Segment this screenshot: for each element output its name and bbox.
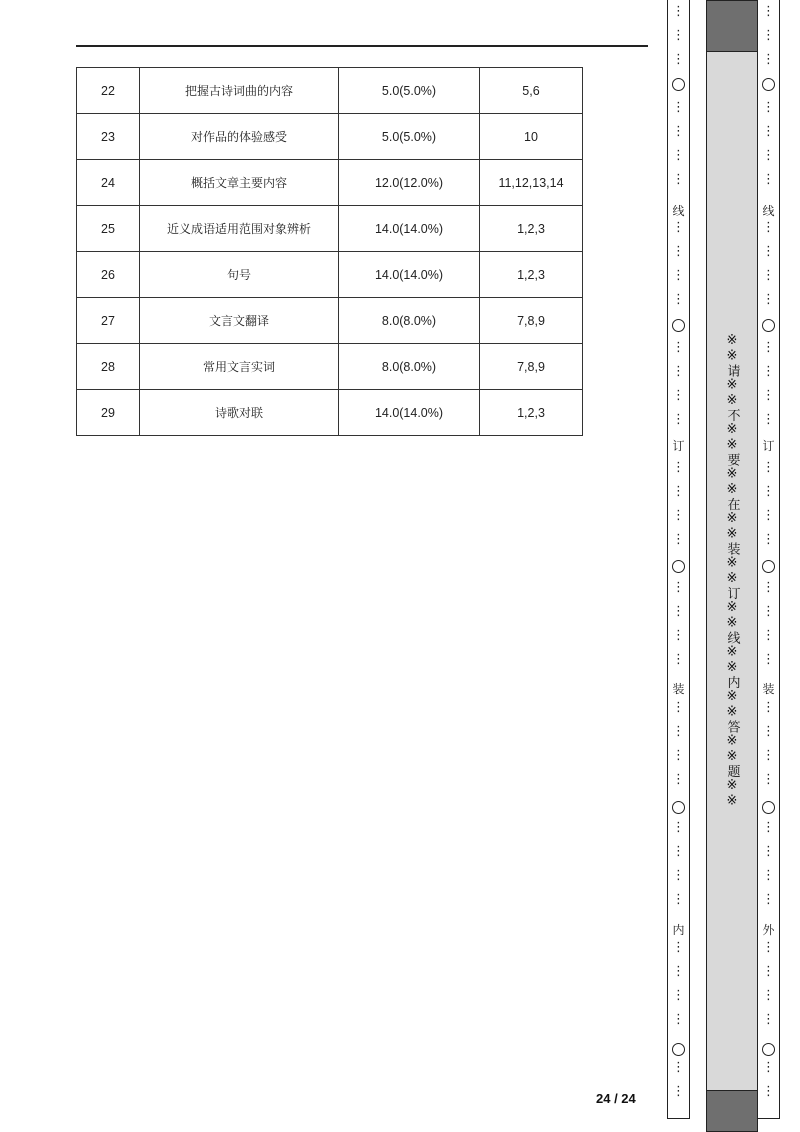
binding-dots: ⋮ (762, 412, 775, 427)
binding-column-left (667, 0, 690, 1119)
binding-circle-mark (672, 560, 685, 573)
binding-dots: ⋮ (762, 700, 775, 715)
binding-dots: ⋮ (762, 292, 775, 307)
binding-dots: ⋮ (762, 28, 775, 43)
binding-dots: ⋮ (672, 4, 685, 19)
binding-dots: ⋮ (762, 1060, 775, 1075)
binding-label-bind: 装 (672, 682, 685, 696)
table-row (77, 390, 583, 436)
binding-dots: ⋮ (762, 820, 775, 835)
binding-circle-mark (672, 319, 685, 332)
binding-dots: ⋮ (672, 220, 685, 235)
binding-dots: ⋮ (762, 100, 775, 115)
binding-dots: ⋮ (672, 52, 685, 67)
question-numbers-cell: 5,6 (480, 68, 583, 114)
score-value-cell: 14.0(14.0%) (339, 252, 480, 298)
row-number-cell: 27 (77, 298, 140, 344)
row-number-cell: 26 (77, 252, 140, 298)
binding-dots: ⋮ (672, 940, 685, 955)
binding-dots: ⋮ (762, 172, 775, 187)
knowledge-point-cell: 对作品的体验感受 (140, 114, 339, 160)
binding-dots: ⋮ (762, 580, 775, 595)
binding-dots: ⋮ (672, 364, 685, 379)
binding-circle-mark (762, 319, 775, 332)
score-value-cell: 5.0(5.0%) (339, 68, 480, 114)
row-number-cell: 29 (77, 390, 140, 436)
binding-dots: ⋮ (762, 220, 775, 235)
binding-dots: ⋮ (672, 388, 685, 403)
binding-dots: ⋮ (672, 724, 685, 739)
binding-circle-mark (762, 78, 775, 91)
table-row (77, 68, 583, 114)
binding-dots: ⋮ (672, 340, 685, 355)
row-number-cell: 28 (77, 344, 140, 390)
binding-dots: ⋮ (762, 124, 775, 139)
binding-circle-mark (762, 560, 775, 573)
binding-dots: ⋮ (672, 1084, 685, 1099)
binding-dots: ⋮ (762, 988, 775, 1003)
binding-dots: ⋮ (672, 748, 685, 763)
binding-label-order: 订 (672, 439, 685, 453)
binding-dots: ⋮ (672, 700, 685, 715)
binding-dots: ⋮ (762, 4, 775, 19)
knowledge-point-table (76, 67, 583, 436)
binding-dots: ⋮ (672, 988, 685, 1003)
score-value-cell: 5.0(5.0%) (339, 114, 480, 160)
binding-dots: ⋮ (672, 1060, 685, 1075)
binding-notice: ※※请※※不※※要※※在※※装※※订※※线※※内※※答※※题※※ (724, 333, 740, 809)
binding-label-order: 订 (762, 439, 775, 453)
binding-cap-top (706, 0, 758, 52)
binding-dots: ⋮ (672, 532, 685, 547)
binding-dots: ⋮ (672, 580, 685, 595)
binding-dots: ⋮ (672, 28, 685, 43)
row-number-cell: 24 (77, 160, 140, 206)
binding-dots: ⋮ (762, 964, 775, 979)
binding-dots: ⋮ (672, 820, 685, 835)
knowledge-point-cell: 把握古诗词曲的内容 (140, 68, 339, 114)
binding-dots: ⋮ (762, 604, 775, 619)
question-numbers-cell: 1,2,3 (480, 206, 583, 252)
binding-column-right (757, 0, 780, 1119)
binding-dots: ⋮ (672, 1012, 685, 1027)
knowledge-point-cell: 近义成语适用范围对象辨析 (140, 206, 339, 252)
binding-dots: ⋮ (672, 868, 685, 883)
binding-label-line: 线 (672, 204, 685, 218)
binding-circle-mark (672, 1043, 685, 1056)
binding-dots: ⋮ (672, 268, 685, 283)
binding-dots: ⋮ (672, 772, 685, 787)
question-numbers-cell: 7,8,9 (480, 344, 583, 390)
score-value-cell: 8.0(8.0%) (339, 344, 480, 390)
binding-dots: ⋮ (762, 244, 775, 259)
binding-dots: ⋮ (762, 52, 775, 67)
binding-dots: ⋮ (762, 340, 775, 355)
binding-dots: ⋮ (762, 892, 775, 907)
score-value-cell: 12.0(12.0%) (339, 160, 480, 206)
binding-dots: ⋮ (672, 484, 685, 499)
binding-circle-mark (672, 78, 685, 91)
table-row (77, 160, 583, 206)
binding-dots: ⋮ (762, 724, 775, 739)
binding-dots: ⋮ (672, 892, 685, 907)
page-number: 24 / 24 (596, 1091, 636, 1106)
knowledge-point-cell: 诗歌对联 (140, 390, 339, 436)
binding-label-line: 线 (762, 204, 775, 218)
binding-dots: ⋮ (762, 868, 775, 883)
question-numbers-cell: 10 (480, 114, 583, 160)
binding-circle-mark (762, 1043, 775, 1056)
binding-cap-bottom (706, 1090, 758, 1132)
knowledge-point-cell: 概括文章主要内容 (140, 160, 339, 206)
table-row (77, 206, 583, 252)
binding-dots: ⋮ (672, 292, 685, 307)
binding-dots: ⋮ (672, 628, 685, 643)
binding-dots: ⋮ (762, 268, 775, 283)
binding-dots: ⋮ (762, 628, 775, 643)
binding-circle-mark (672, 801, 685, 814)
header-rule (76, 45, 648, 47)
binding-dots: ⋮ (672, 604, 685, 619)
binding-dots: ⋮ (672, 148, 685, 163)
binding-dots: ⋮ (672, 412, 685, 427)
knowledge-point-cell: 文言文翻译 (140, 298, 339, 344)
binding-dots: ⋮ (762, 940, 775, 955)
binding-dots: ⋮ (672, 460, 685, 475)
binding-dots: ⋮ (762, 508, 775, 523)
binding-dots: ⋮ (762, 364, 775, 379)
binding-dots: ⋮ (762, 844, 775, 859)
binding-dots: ⋮ (672, 172, 685, 187)
binding-dots: ⋮ (762, 772, 775, 787)
knowledge-point-cell: 常用文言实词 (140, 344, 339, 390)
binding-label-side: 内 (672, 923, 685, 937)
binding-dots: ⋮ (672, 844, 685, 859)
binding-dots: ⋮ (762, 460, 775, 475)
binding-dots: ⋮ (762, 388, 775, 403)
binding-dots: ⋮ (762, 484, 775, 499)
score-value-cell: 14.0(14.0%) (339, 206, 480, 252)
binding-dots: ⋮ (762, 1084, 775, 1099)
binding-dots: ⋮ (762, 652, 775, 667)
binding-dots: ⋮ (672, 508, 685, 523)
binding-notice-wrap (706, 52, 758, 1090)
table-row (77, 252, 583, 298)
binding-dots: ⋮ (762, 748, 775, 763)
binding-dots: ⋮ (672, 964, 685, 979)
binding-dots: ⋮ (672, 244, 685, 259)
binding-dots: ⋮ (672, 652, 685, 667)
score-value-cell: 14.0(14.0%) (339, 390, 480, 436)
binding-label-bind: 装 (762, 682, 775, 696)
row-number-cell: 23 (77, 114, 140, 160)
question-numbers-cell: 7,8,9 (480, 298, 583, 344)
binding-dots: ⋮ (762, 1012, 775, 1027)
score-value-cell: 8.0(8.0%) (339, 298, 480, 344)
row-number-cell: 25 (77, 206, 140, 252)
binding-dots: ⋮ (672, 100, 685, 115)
table-row (77, 114, 583, 160)
binding-dots: ⋮ (762, 148, 775, 163)
table-row (77, 298, 583, 344)
binding-circle-mark (762, 801, 775, 814)
binding-label-side: 外 (762, 923, 775, 937)
question-numbers-cell: 1,2,3 (480, 252, 583, 298)
table-row (77, 344, 583, 390)
row-number-cell: 22 (77, 68, 140, 114)
knowledge-point-cell: 句号 (140, 252, 339, 298)
binding-dots: ⋮ (672, 124, 685, 139)
binding-dots: ⋮ (762, 532, 775, 547)
question-numbers-cell: 1,2,3 (480, 390, 583, 436)
question-numbers-cell: 11,12,13,14 (480, 160, 583, 206)
